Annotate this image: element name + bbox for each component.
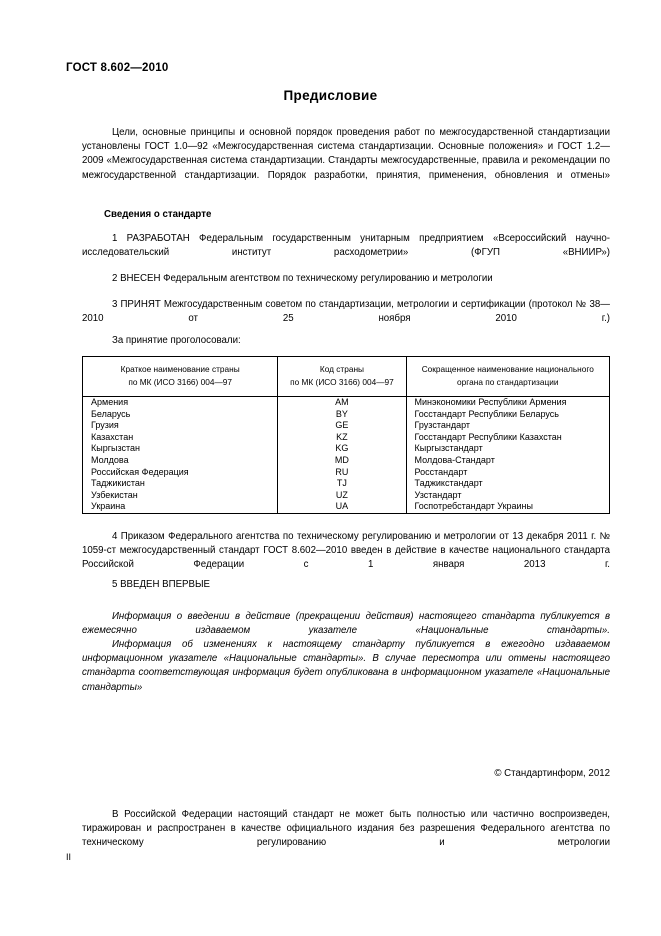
country-code: KG [335, 443, 349, 454]
standards-body: Госстандарт Республики Казахстан [414, 431, 562, 442]
standards-body: Молдова-Стандарт [414, 454, 495, 465]
country-name: Молдова [91, 454, 129, 465]
country-code: GE [335, 420, 349, 431]
standards-body: Госпотребстандарт Украины [414, 501, 533, 512]
country-code: KZ [336, 431, 348, 442]
page-number: II [66, 852, 72, 862]
column-header-code-line2: по МК (ИСО 3166) 004—97 [290, 377, 394, 387]
reproduction-notice: В Российской Федерации настоящий стандарт не может быть полностью или частично воспроизведен, тиражирован и распространен в качестве официального издания без разрешения Федерального агентства по техническому регулированию и метрологии [82, 809, 610, 849]
info-item-1: 1 РАЗРАБОТАН Федеральным государственным унитарным предприятием «Всероссийский научно-исследовательский институт расходометрии» (ФГУП «ВНИИР») [82, 233, 610, 259]
country-name: Узбекистан [91, 489, 138, 500]
standards-body: Грузстандарт [414, 420, 471, 431]
info-heading: Сведения о стандарте [104, 209, 212, 220]
country-name: Таджикистан [91, 478, 145, 489]
country-code: AM [335, 397, 349, 407]
vote-intro: За принятие проголосовали: [112, 335, 241, 346]
notice-paragraph-2: Информация об изменениях к настоящему стандарту публикуется в ежегодно издаваемом информационном указателе «Национальные стандарты». В случае пересмотра или отмены настоящего стандарта соответствующая информация будет опубликована в информационном указателе «Национальные стандарты» [82, 639, 610, 693]
column-header-body-line1: Сокращенное наименование национального [421, 364, 594, 374]
page-title: Предисловие [283, 88, 378, 103]
standards-body: Кыргызстандарт [414, 443, 483, 454]
table-body [83, 397, 610, 514]
table-row [83, 397, 610, 514]
country-code: MD [334, 454, 349, 465]
country-code: TJ [336, 478, 347, 489]
country-name: Беларусь [91, 408, 131, 419]
document-code: ГОСТ 8.602—2010 [66, 62, 169, 74]
column-header-body-line2: органа по стандартизации [457, 377, 559, 387]
country-name: Грузия [91, 420, 119, 431]
country-code: RU [335, 466, 349, 477]
intro-paragraph: Цели, основные принципы и основной порядок проведения работ по межгосударственной стандартизации установлены ГОСТ 1.0—92 «Межгосударственная система стандартизации. Основные положения» и ГОСТ 1.2—2009 «Межгосударственная система стандартизации. Стандарты межгосударственные, правила и рекомендации по межгосударственной стандартизации. Порядок разработки, принятия, применения, обновления и отмены» [82, 127, 610, 181]
standards-body: Узстандарт [414, 489, 462, 500]
standards-body: Госстандарт Республики Беларусь [414, 408, 559, 419]
column-header-body [406, 357, 609, 397]
column-header-country-line2: по МК (ИСО 3166) 004—97 [128, 377, 232, 387]
country-name: Российская Федерация [91, 466, 189, 477]
table-header-row [83, 357, 610, 397]
column-header-code-line1: Код страны [319, 364, 364, 374]
column-header-code [278, 357, 406, 397]
standards-body: Таджикстандарт [414, 478, 483, 489]
table-header [83, 357, 610, 397]
code-cell [278, 397, 406, 514]
copyright-notice: © Стандартинформ, 2012 [494, 768, 610, 779]
column-header-country-line1: Краткое наименование страны [120, 364, 240, 374]
info-item-2: 2 ВНЕСЕН Федеральным агентством по техническому регулированию и метрологии [112, 273, 493, 284]
country-name: Армения [91, 397, 129, 407]
voting-countries-table [82, 356, 610, 514]
column-header-country [83, 357, 278, 397]
info-item-3: 3 ПРИНЯТ Межгосударственным советом по стандартизации, метрологии и сертификации (протокол № 38—2010 от 25 ноября 2010 г.) [82, 299, 610, 325]
country-name: Кыргызстан [91, 443, 140, 454]
standards-body: Минэкономики Республики Армения [414, 397, 567, 407]
info-item-4: 4 Приказом Федерального агентства по техническому регулированию и метрологии от 13 декабря 2011 г. № 1059-ст межгосударственный стандарт ГОСТ 8.602—2010 введен в действие в качестве национального стандарта Российской Федерации с 1 января 2013 г. [82, 531, 610, 571]
notice-paragraph-1: Информация о введении в действие (прекращении действия) настоящего стандарта публикуется в ежемесячно издаваемом указателе «Национальные стандарты». [82, 611, 610, 637]
country-code: BY [335, 408, 348, 419]
country-name: Казахстан [91, 431, 134, 442]
country-name: Украина [91, 501, 126, 512]
country-cell [83, 397, 278, 514]
country-code: UZ [335, 489, 348, 500]
country-code: UA [335, 501, 349, 512]
info-item-5: 5 ВВЕДЕН ВПЕРВЫЕ [112, 579, 211, 590]
body-cell [406, 397, 609, 514]
standards-body: Росстандарт [414, 466, 468, 477]
